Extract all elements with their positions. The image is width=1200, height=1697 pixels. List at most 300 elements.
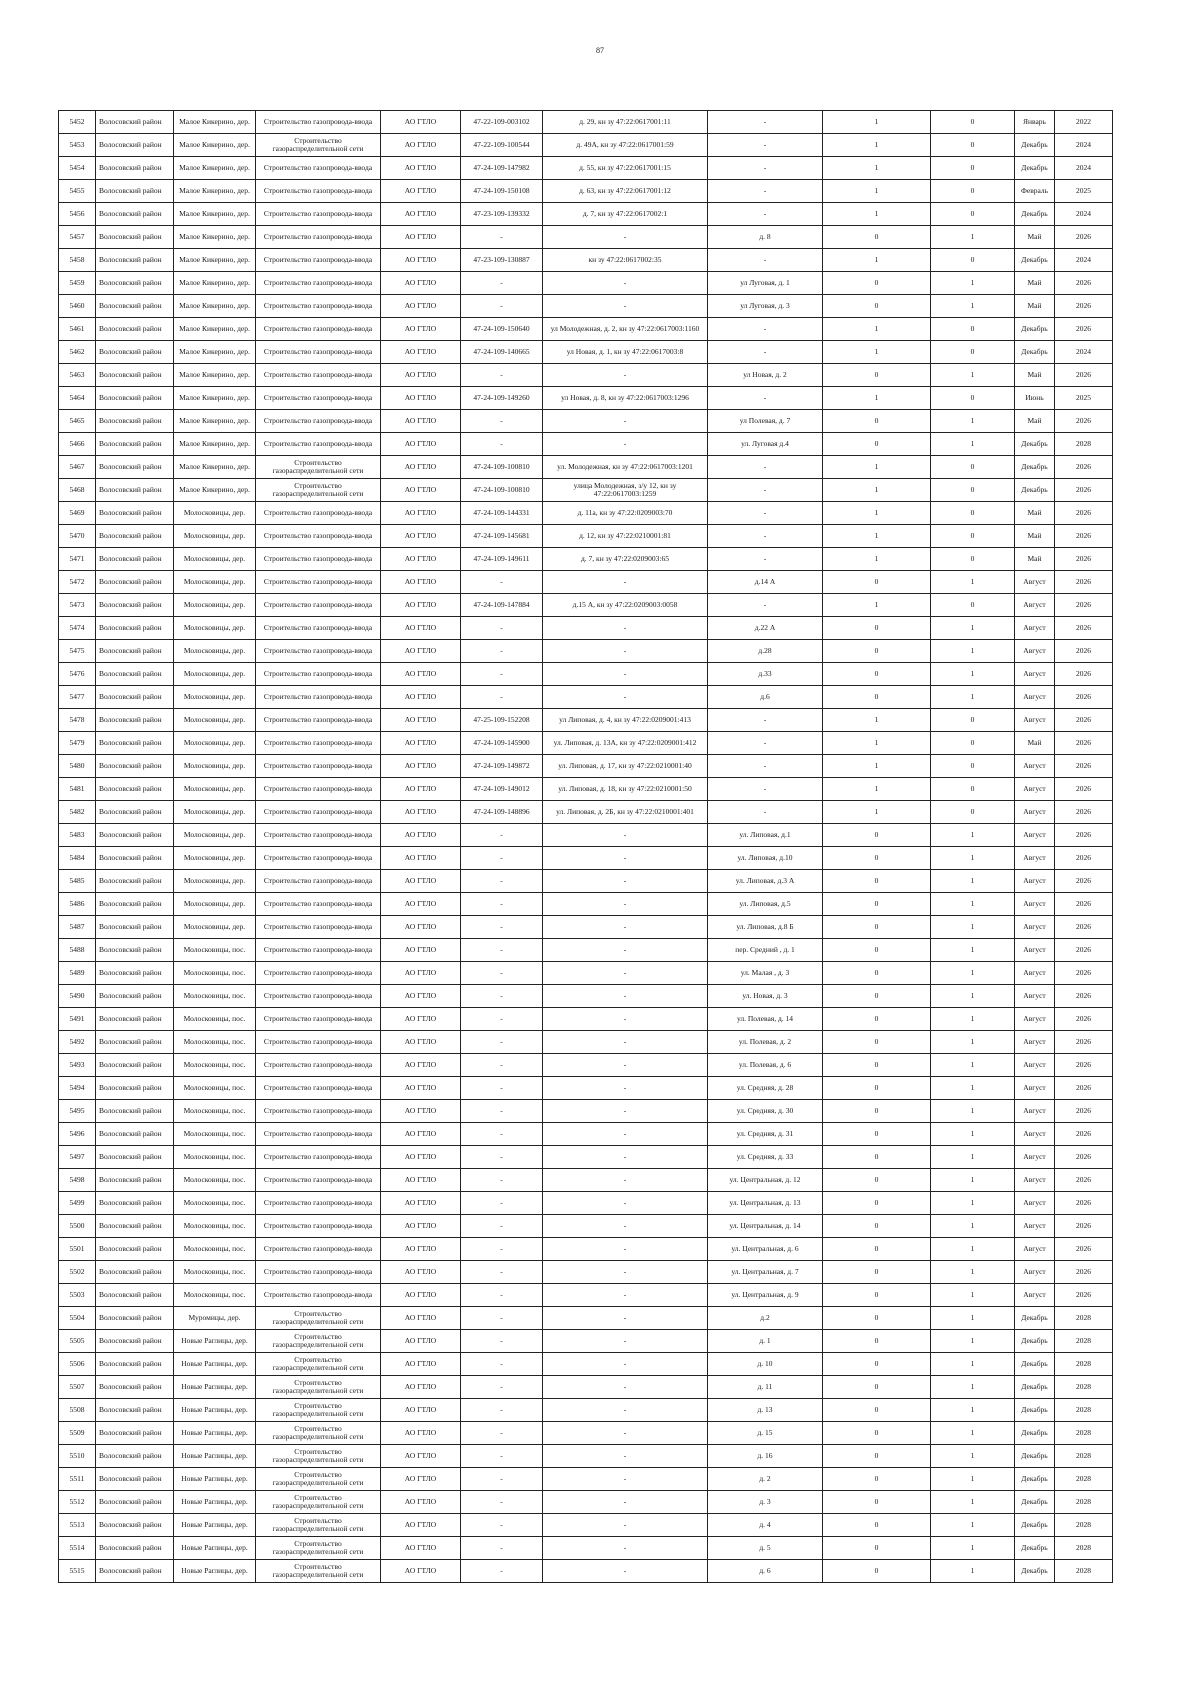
settlement-cell: Молосковицы, дер. [174,640,256,663]
application-number-cell: 47-24-109-100810 [461,479,543,502]
count-b-cell: 1 [931,847,1015,870]
organization-cell: АО ГТЛО [381,433,461,456]
count-b-cell: 0 [931,502,1015,525]
row-number: 5478 [59,709,96,732]
year-cell: 2026 [1055,686,1113,709]
count-a-cell: 1 [823,709,931,732]
organization-cell: АО ГТЛО [381,1330,461,1353]
application-number-cell: - [461,985,543,1008]
count-b-cell: 1 [931,433,1015,456]
application-number-cell: - [461,870,543,893]
organization-cell: АО ГТЛО [381,1445,461,1468]
organization-cell: АО ГТЛО [381,1215,461,1238]
work-type-cell: Строительство газопровода-ввода [256,916,381,939]
count-a-cell: 0 [823,410,931,433]
count-a-cell: 0 [823,870,931,893]
address-cell: - [708,594,823,617]
table-row [59,755,1113,778]
table-row [59,1077,1113,1100]
application-number-cell: 47-24-109-149611 [461,548,543,571]
month-cell: Декабрь [1015,1514,1055,1537]
table-row [59,571,1113,594]
year-cell: 2026 [1055,1031,1113,1054]
table-row [59,640,1113,663]
address-cell: ул. Липовая, д.1 [708,824,823,847]
row-number: 5455 [59,180,96,203]
cadastral-address-cell: д. 49А, кн зу 47:22:0617001:59 [543,134,708,157]
cadastral-address-cell: - [543,295,708,318]
work-type-cell: Строительство газораспределительной сети [256,1307,381,1330]
month-cell: Август [1015,939,1055,962]
year-cell: 2026 [1055,916,1113,939]
month-cell: Май [1015,364,1055,387]
count-a-cell: 0 [823,1238,931,1261]
work-type-cell: Строительство газопровода-ввода [256,157,381,180]
work-type-cell: Строительство газопровода-ввода [256,709,381,732]
district-cell: Волосовский район [96,226,174,249]
year-cell: 2026 [1055,732,1113,755]
address-cell: ул. Полевая, д. 2 [708,1031,823,1054]
application-number-cell: 47-22-109-003102 [461,111,543,134]
count-b-cell: 1 [931,1100,1015,1123]
work-type-cell: Строительство газопровода-ввода [256,341,381,364]
cadastral-address-cell: - [543,916,708,939]
address-cell: д. 6 [708,1560,823,1583]
work-type-cell: Строительство газопровода-ввода [256,111,381,134]
work-type-cell: Строительство газораспределительной сети [256,479,381,502]
district-cell: Волосовский район [96,1146,174,1169]
row-number: 5503 [59,1284,96,1307]
settlement-cell: Молосковицы, дер. [174,617,256,640]
month-cell: Август [1015,571,1055,594]
work-type-cell: Строительство газопровода-ввода [256,663,381,686]
address-cell: ул. Средняя, д. 33 [708,1146,823,1169]
table-row [59,1146,1113,1169]
cadastral-address-cell: - [543,663,708,686]
organization-cell: АО ГТЛО [381,1560,461,1583]
settlement-cell: Малое Кикерино, дер. [174,180,256,203]
year-cell: 2026 [1055,663,1113,686]
month-cell: Январь [1015,111,1055,134]
table-row [59,1514,1113,1537]
count-a-cell: 0 [823,1146,931,1169]
cadastral-address-cell: д. 29, кн зу 47:22:0617001:11 [543,111,708,134]
work-type-cell: Строительство газопровода-ввода [256,203,381,226]
row-number: 5500 [59,1215,96,1238]
year-cell: 2026 [1055,985,1113,1008]
organization-cell: АО ГТЛО [381,939,461,962]
address-cell: ул. Средняя, д. 31 [708,1123,823,1146]
work-type-cell: Строительство газораспределительной сети [256,1399,381,1422]
table-row [59,433,1113,456]
work-type-cell: Строительство газопровода-ввода [256,249,381,272]
month-cell: Август [1015,847,1055,870]
count-b-cell: 1 [931,1284,1015,1307]
month-cell: Декабрь [1015,1468,1055,1491]
month-cell: Декабрь [1015,341,1055,364]
count-a-cell: 0 [823,1169,931,1192]
count-a-cell: 0 [823,364,931,387]
count-b-cell: 1 [931,1514,1015,1537]
count-a-cell: 0 [823,1468,931,1491]
address-cell: - [708,479,823,502]
district-cell: Волосовский район [96,525,174,548]
address-cell: ул. Полевая, д. 6 [708,1054,823,1077]
organization-cell: АО ГТЛО [381,1422,461,1445]
district-cell: Волосовский район [96,571,174,594]
district-cell: Волосовский район [96,479,174,502]
application-number-cell: - [461,433,543,456]
settlement-cell: Молосковицы, пос. [174,962,256,985]
organization-cell: АО ГТЛО [381,1284,461,1307]
count-b-cell: 1 [931,1376,1015,1399]
organization-cell: АО ГТЛО [381,640,461,663]
count-a-cell: 0 [823,226,931,249]
settlement-cell: Молосковицы, дер. [174,732,256,755]
year-cell: 2024 [1055,134,1113,157]
row-number: 5507 [59,1376,96,1399]
cadastral-address-cell: д. 63, кн зу 47:22:0617001:12 [543,180,708,203]
table-row [59,1169,1113,1192]
year-cell: 2024 [1055,249,1113,272]
address-cell: ул. Центральная, д. 9 [708,1284,823,1307]
count-b-cell: 1 [931,272,1015,295]
settlement-cell: Малое Кикерино, дер. [174,456,256,479]
cadastral-address-cell: кн зу 47:22:0617002:35 [543,249,708,272]
row-number: 5487 [59,916,96,939]
settlement-cell: Молосковицы, пос. [174,1169,256,1192]
count-b-cell: 1 [931,1146,1015,1169]
address-cell: д. 3 [708,1491,823,1514]
settlement-cell: Молосковицы, дер. [174,801,256,824]
month-cell: Август [1015,1123,1055,1146]
row-number: 5483 [59,824,96,847]
settlement-cell: Малое Кикерино, дер. [174,318,256,341]
cadastral-address-cell: - [543,1008,708,1031]
address-cell: - [708,387,823,410]
work-type-cell: Строительство газопровода-ввода [256,1238,381,1261]
count-a-cell: 0 [823,295,931,318]
work-type-cell: Строительство газопровода-ввода [256,433,381,456]
count-b-cell: 0 [931,180,1015,203]
count-b-cell: 0 [931,594,1015,617]
count-b-cell: 0 [931,755,1015,778]
count-a-cell: 0 [823,824,931,847]
year-cell: 2026 [1055,318,1113,341]
organization-cell: АО ГТЛО [381,847,461,870]
count-a-cell: 1 [823,594,931,617]
cadastral-address-cell: д. 11а, кн зу 47:22:0209003:70 [543,502,708,525]
district-cell: Волосовский район [96,249,174,272]
work-type-cell: Строительство газопровода-ввода [256,732,381,755]
settlement-cell: Молосковицы, пос. [174,1008,256,1031]
cadastral-address-cell: - [543,962,708,985]
work-type-cell: Строительство газопровода-ввода [256,1077,381,1100]
count-b-cell: 1 [931,1169,1015,1192]
table-row [59,111,1113,134]
row-number: 5498 [59,1169,96,1192]
year-cell: 2026 [1055,525,1113,548]
month-cell: Декабрь [1015,1330,1055,1353]
cadastral-address-cell: ул. Молодежная, кн зу 47:22:0617003:1201 [543,456,708,479]
cadastral-address-cell: ул Новая, д. 1, кн зу 47:22:0617003:8 [543,341,708,364]
address-cell: - [708,456,823,479]
row-number: 5472 [59,571,96,594]
district-cell: Волосовский район [96,847,174,870]
application-number-cell: - [461,1560,543,1583]
month-cell: Май [1015,548,1055,571]
table-row [59,157,1113,180]
row-number: 5512 [59,1491,96,1514]
count-b-cell: 0 [931,203,1015,226]
address-cell: ул. Липовая, д.8 Б [708,916,823,939]
organization-cell: АО ГТЛО [381,732,461,755]
month-cell: Август [1015,1077,1055,1100]
organization-cell: АО ГТЛО [381,548,461,571]
count-a-cell: 1 [823,732,931,755]
row-number: 5491 [59,1008,96,1031]
table-row [59,617,1113,640]
district-cell: Волосовский район [96,203,174,226]
count-a-cell: 0 [823,1537,931,1560]
organization-cell: АО ГТЛО [381,226,461,249]
work-type-cell: Строительство газораспределительной сети [256,1353,381,1376]
cadastral-address-cell: - [543,1491,708,1514]
settlement-cell: Молосковицы, дер. [174,709,256,732]
count-a-cell: 0 [823,939,931,962]
cadastral-address-cell: - [543,1514,708,1537]
district-cell: Волосовский район [96,870,174,893]
settlement-cell: Молосковицы, дер. [174,870,256,893]
address-cell: ул. Новая, д. 3 [708,985,823,1008]
work-type-cell: Строительство газораспределительной сети [256,1491,381,1514]
count-b-cell: 0 [931,456,1015,479]
district-cell: Волосовский район [96,157,174,180]
district-cell: Волосовский район [96,295,174,318]
application-number-cell: - [461,916,543,939]
settlement-cell: Малое Кикерино, дер. [174,479,256,502]
table-row [59,1330,1113,1353]
district-cell: Волосовский район [96,1537,174,1560]
address-cell: ул Новая, д. 2 [708,364,823,387]
application-number-cell: - [461,824,543,847]
settlement-cell: Молосковицы, пос. [174,1215,256,1238]
address-cell: ул. Центральная, д. 7 [708,1261,823,1284]
row-number: 5496 [59,1123,96,1146]
application-number-cell: - [461,1215,543,1238]
row-number: 5474 [59,617,96,640]
settlement-cell: Молосковицы, пос. [174,1100,256,1123]
application-number-cell: 47-24-109-147884 [461,594,543,617]
month-cell: Август [1015,962,1055,985]
application-number-cell: - [461,364,543,387]
row-number: 5470 [59,525,96,548]
count-b-cell: 1 [931,663,1015,686]
settlement-cell: Малое Кикерино, дер. [174,203,256,226]
district-cell: Волосовский район [96,663,174,686]
row-number: 5499 [59,1192,96,1215]
settlement-cell: Молосковицы, дер. [174,502,256,525]
district-cell: Волосовский район [96,134,174,157]
count-a-cell: 0 [823,1054,931,1077]
row-number: 5465 [59,410,96,433]
settlement-cell: Молосковицы, пос. [174,939,256,962]
month-cell: Август [1015,755,1055,778]
month-cell: Декабрь [1015,1376,1055,1399]
month-cell: Май [1015,410,1055,433]
month-cell: Май [1015,272,1055,295]
year-cell: 2028 [1055,1537,1113,1560]
count-a-cell: 0 [823,985,931,1008]
district-cell: Волосовский район [96,1399,174,1422]
work-type-cell: Строительство газораспределительной сети [256,1537,381,1560]
cadastral-address-cell: ул. Липовая, д. 18, кн зу 47:22:0210001:50 [543,778,708,801]
settlement-cell: Новые Раглицы, дер. [174,1330,256,1353]
month-cell: Август [1015,1261,1055,1284]
count-b-cell: 1 [931,1330,1015,1353]
count-b-cell: 1 [931,1123,1015,1146]
row-number: 5460 [59,295,96,318]
application-number-cell: - [461,1169,543,1192]
district-cell: Волосовский район [96,456,174,479]
application-number-cell: - [461,1353,543,1376]
address-cell: - [708,525,823,548]
year-cell: 2028 [1055,1468,1113,1491]
district-cell: Волосовский район [96,732,174,755]
settlement-cell: Малое Кикерино, дер. [174,249,256,272]
table-row [59,318,1113,341]
month-cell: Август [1015,640,1055,663]
organization-cell: АО ГТЛО [381,410,461,433]
count-b-cell: 1 [931,1537,1015,1560]
application-number-cell: - [461,1537,543,1560]
row-number: 5501 [59,1238,96,1261]
settlement-cell: Новые Раглицы, дер. [174,1376,256,1399]
table-row [59,962,1113,985]
month-cell: Декабрь [1015,1353,1055,1376]
month-cell: Август [1015,594,1055,617]
cadastral-address-cell: - [543,870,708,893]
district-cell: Волосовский район [96,1422,174,1445]
settlement-cell: Малое Кикерино, дер. [174,272,256,295]
work-type-cell: Строительство газопровода-ввода [256,1008,381,1031]
district-cell: Волосовский район [96,364,174,387]
year-cell: 2026 [1055,1169,1113,1192]
year-cell: 2026 [1055,1054,1113,1077]
address-cell: - [708,732,823,755]
year-cell: 2024 [1055,203,1113,226]
settlement-cell: Молосковицы, пос. [174,1077,256,1100]
cadastral-address-cell: - [543,1169,708,1192]
cadastral-address-cell: ул Новая, д. 8, кн зу 47:22:0617003:1296 [543,387,708,410]
count-b-cell: 1 [931,1215,1015,1238]
cadastral-address-cell: - [543,847,708,870]
table-row [59,1353,1113,1376]
work-type-cell: Строительство газораспределительной сети [256,1330,381,1353]
application-number-cell: - [461,1123,543,1146]
year-cell: 2028 [1055,1491,1113,1514]
address-cell: - [708,502,823,525]
cadastral-address-cell: д. 55, кн зу 47:22:0617001:15 [543,157,708,180]
organization-cell: АО ГТЛО [381,755,461,778]
count-b-cell: 1 [931,617,1015,640]
work-type-cell: Строительство газопровода-ввода [256,364,381,387]
year-cell: 2026 [1055,824,1113,847]
district-cell: Волосовский район [96,1330,174,1353]
address-cell: д.2 [708,1307,823,1330]
organization-cell: АО ГТЛО [381,295,461,318]
month-cell: Август [1015,1192,1055,1215]
settlement-cell: Новые Раглицы, дер. [174,1491,256,1514]
month-cell: Август [1015,824,1055,847]
organization-cell: АО ГТЛО [381,1307,461,1330]
organization-cell: АО ГТЛО [381,1238,461,1261]
settlement-cell: Малое Кикерино, дер. [174,226,256,249]
year-cell: 2026 [1055,1261,1113,1284]
work-type-cell: Строительство газопровода-ввода [256,985,381,1008]
district-cell: Волосовский район [96,1192,174,1215]
organization-cell: АО ГТЛО [381,1192,461,1215]
count-b-cell: 1 [931,1353,1015,1376]
month-cell: Август [1015,1054,1055,1077]
organization-cell: АО ГТЛО [381,1146,461,1169]
month-cell: Август [1015,663,1055,686]
row-number: 5486 [59,893,96,916]
organization-cell: АО ГТЛО [381,1169,461,1192]
year-cell: 2028 [1055,1560,1113,1583]
cadastral-address-cell: д. 7, кн зу 47:22:0617002:1 [543,203,708,226]
table-row [59,1238,1113,1261]
count-b-cell: 0 [931,111,1015,134]
application-number-cell: 47-24-109-148896 [461,801,543,824]
cadastral-address-cell: - [543,1560,708,1583]
work-type-cell: Строительство газопровода-ввода [256,1261,381,1284]
application-number-cell: 47-24-109-145900 [461,732,543,755]
application-number-cell: - [461,1008,543,1031]
row-number: 5511 [59,1468,96,1491]
work-type-cell: Строительство газопровода-ввода [256,824,381,847]
work-type-cell: Строительство газопровода-ввода [256,272,381,295]
row-number: 5476 [59,663,96,686]
application-number-cell: - [461,410,543,433]
application-number-cell: 47-24-109-100810 [461,456,543,479]
work-type-cell: Строительство газопровода-ввода [256,640,381,663]
application-number-cell: - [461,640,543,663]
month-cell: Декабрь [1015,1422,1055,1445]
address-cell: - [708,203,823,226]
work-type-cell: Строительство газопровода-ввода [256,180,381,203]
organization-cell: АО ГТЛО [381,962,461,985]
work-type-cell: Строительство газопровода-ввода [256,1123,381,1146]
organization-cell: АО ГТЛО [381,985,461,1008]
application-number-cell: 47-24-109-149260 [461,387,543,410]
application-number-cell: - [461,1491,543,1514]
district-cell: Волосовский район [96,111,174,134]
table-row [59,249,1113,272]
month-cell: Декабрь [1015,318,1055,341]
address-cell: д. 13 [708,1399,823,1422]
count-a-cell: 0 [823,686,931,709]
work-type-cell: Строительство газопровода-ввода [256,318,381,341]
cadastral-address-cell: - [543,1238,708,1261]
work-type-cell: Строительство газораспределительной сети [256,1445,381,1468]
count-a-cell: 0 [823,272,931,295]
year-cell: 2026 [1055,548,1113,571]
month-cell: Август [1015,1215,1055,1238]
year-cell: 2028 [1055,1353,1113,1376]
table-row [59,1215,1113,1238]
address-cell: - [708,755,823,778]
